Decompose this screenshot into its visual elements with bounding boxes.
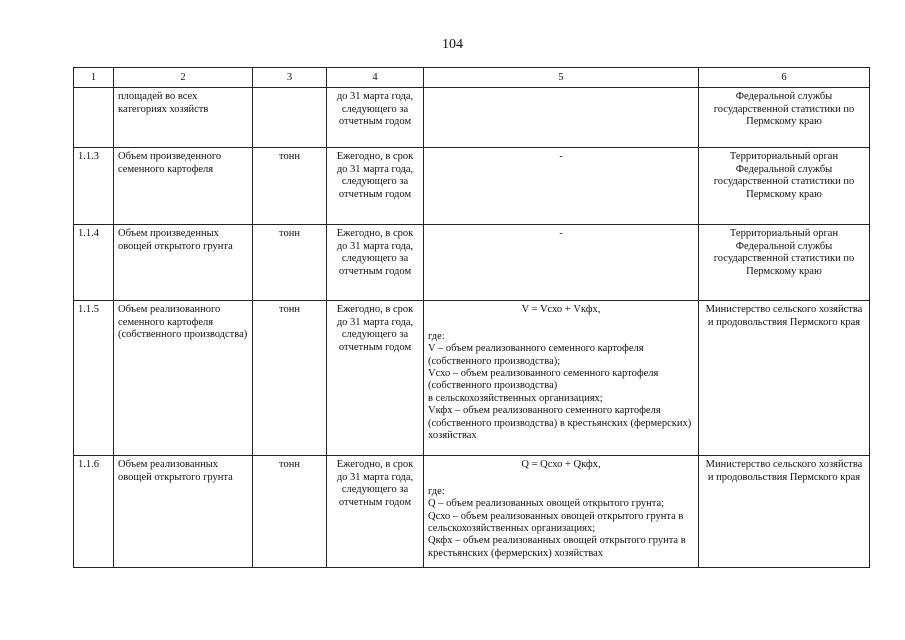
table-row: [74, 456, 870, 568]
formula-legend-line: Qсхо – объем реализованных овощей открытого грунта в сельскохозяйственных организациях;: [428, 510, 684, 535]
reporting-term: Ежегодно, в срок до 31 марта года, следующего за отчетным годом: [327, 456, 424, 568]
data-source: Территориальный орган Федеральной службы государственной статистики по Пермскому краю: [699, 225, 870, 301]
reporting-term: Ежегодно, в срок до 31 марта года, следующего за отчетным годом: [327, 225, 424, 301]
header-col-5: 5: [424, 68, 699, 88]
formula-legend-line: в сельскохозяйственных организациях;: [428, 392, 603, 404]
formula-legend-line: Vкфх – объем реализованного семенного картофеля (собственного производства) в крестьянских (фермерских) хозяйствах: [428, 405, 692, 442]
formula-legend-line: Vсхо – объем реализованного семенного картофеля (собственного производства): [428, 368, 659, 392]
formula-legend-line: V – объем реализованного семенного картофеля (собственного производства);: [428, 343, 644, 367]
table-row: [74, 88, 870, 148]
data-source: Министерство сельского хозяйства и продовольствия Пермского края: [699, 301, 870, 456]
unit: тонн: [253, 456, 327, 568]
formula-legend-line: Q – объем реализованных овощей открытого грунта;: [428, 498, 665, 510]
row-number: 1.1.3: [74, 148, 114, 225]
indicators-table: [73, 67, 870, 568]
indicator-name: Объем произведенного семенного картофеля: [114, 148, 253, 225]
formula-legend-line: Qкфх – объем реализованных овощей открытого грунта в крестьянских (фермерских) хозяйствах: [428, 535, 686, 559]
header-col-2: 2: [114, 68, 253, 88]
table-header-row: [74, 68, 870, 88]
header-col-1: 1: [74, 68, 114, 88]
calculation-method: [424, 148, 699, 225]
reporting-term: Ежегодно, в срок до 31 марта года, следующего за отчетным годом: [327, 148, 424, 225]
formula-legend-line: где:: [428, 485, 445, 497]
calculation-method: [424, 301, 699, 456]
table-row: [74, 301, 870, 456]
method-dash: -: [559, 228, 563, 240]
table-row: [74, 148, 870, 225]
reporting-term: до 31 марта года, следующего за отчетным годом: [327, 88, 424, 148]
row-number: 1.1.6: [74, 456, 114, 568]
unit: тонн: [253, 148, 327, 225]
calculation-method: [424, 456, 699, 568]
row-number: 1.1.5: [74, 301, 114, 456]
header-col-6: 6: [699, 68, 870, 88]
indicator-name: Объем произведенных овощей открытого грунта: [114, 225, 253, 301]
header-col-3: 3: [253, 68, 327, 88]
unit: тонн: [253, 301, 327, 456]
formula: V = Vсхо + Vкфх,: [521, 304, 601, 316]
calculation-method: [424, 225, 699, 301]
data-source: Территориальный орган Федеральной службы государственной статистики по Пермскому краю: [699, 148, 870, 225]
row-number: 1.1.4: [74, 225, 114, 301]
indicator-name: Объем реализованных овощей открытого грунта: [114, 456, 253, 568]
unit: [253, 88, 327, 148]
header-col-4: 4: [327, 68, 424, 88]
indicator-name: Объем реализованного семенного картофеля (собственного производства): [114, 301, 253, 456]
data-source: Министерство сельского хозяйства и продовольствия Пермского края: [699, 456, 870, 568]
method-dash: -: [559, 151, 563, 163]
unit: тонн: [253, 225, 327, 301]
data-source: Федеральной службы государственной статистики по Пермскому краю: [699, 88, 870, 148]
table-row: [74, 225, 870, 301]
reporting-term: Ежегодно, в срок до 31 марта года, следующего за отчетным годом: [327, 301, 424, 456]
formula: Q = Qсхо + Qкфх,: [521, 459, 601, 471]
row-number: [74, 88, 114, 148]
indicator-name: площадей во всех категориях хозяйств: [114, 88, 253, 148]
formula-legend-line: где:: [428, 330, 445, 342]
page-number: 104: [442, 37, 463, 52]
calculation-method: [424, 88, 699, 148]
